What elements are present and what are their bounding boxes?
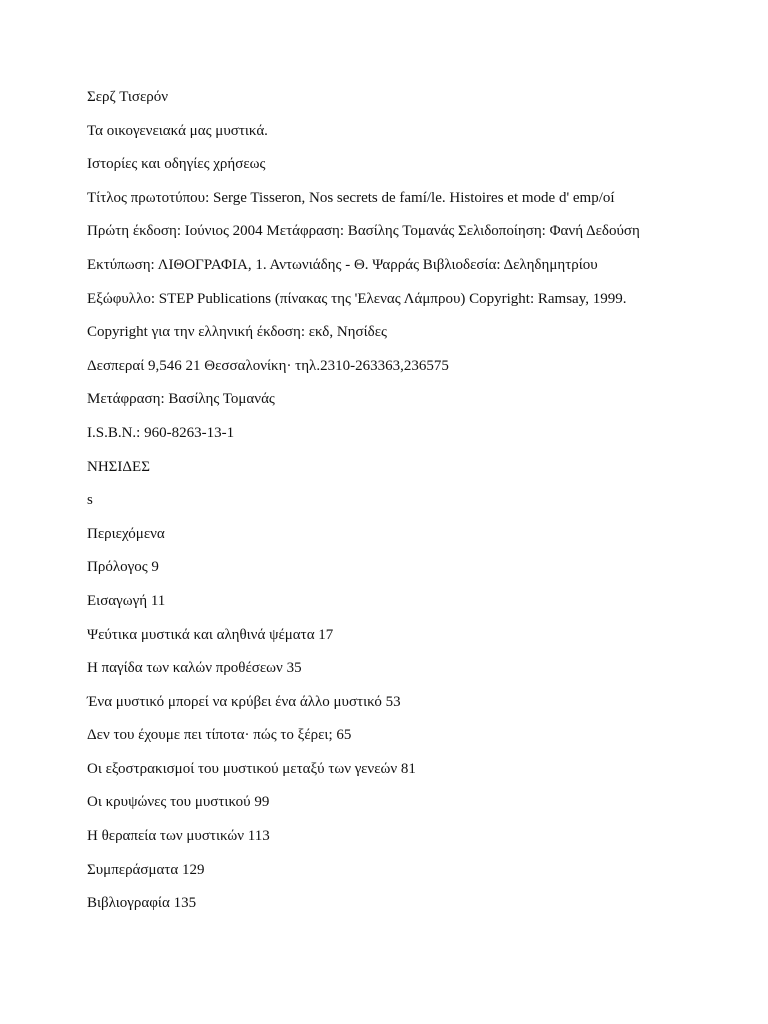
book-subtitle: Ιστορίες και οδηγίες χρήσεως: [87, 156, 266, 173]
stray-character: s: [87, 492, 93, 509]
document-page: [87, 87, 747, 927]
greek-copyright-line: Copyright για την ελληνική έκδοση: εκδ, Νησίδες: [87, 324, 387, 341]
edition-credits-line: Πρώτη έκδοση: Ιούνιος 2004 Μετάφραση: Βασίλης Τομανάς Σελιδοποίηση: Φανή Δεδούση: [87, 223, 640, 240]
contents-entry-introduction: Εισαγωγή 11: [87, 592, 166, 609]
contents-entry-chapter-7: Η θεραπεία των μυστικών 113: [87, 828, 270, 845]
contents-entry-chapter-3: Ένα μυστικό μπορεί να κρύβει ένα άλλο μυστικό 53: [87, 693, 401, 710]
contents-entry-prologue: Πρόλογος 9: [87, 559, 159, 576]
contents-entry-chapter-6: Οι κρυψώνες του μυστικού 99: [87, 794, 270, 811]
author-line: Σερζ Τισερόν: [87, 89, 169, 105]
publisher-address-line: Δεσπεραί 9,546 21 Θεσσαλονίκη· τηλ.2310-263363,236575: [87, 357, 449, 374]
translation-line: Μετάφραση: Βασίλης Τομανάς: [87, 391, 275, 408]
contents-entry-chapter-1: Ψεύτικα μυστικά και αληθινά ψέματα 17: [87, 626, 334, 643]
contents-entry-bibliography: Βιβλιογραφία 135: [87, 895, 197, 912]
original-title-line: Τίτλος πρωτοτύπου: Serge Tisseron, Nos secrets de famí/le. Histoires et mode d' emp/oí: [87, 189, 615, 206]
printing-credits-line: Εκτύπωση: ΛΙΘΟΓΡΑΦΙΑ, 1. Αντωνιάδης - Θ. Ψαρράς Βιβλιοδεσία: Δεληδημητρίου: [87, 256, 598, 273]
contents-entry-chapter-2: Η παγίδα των καλών προθέσεων 35: [87, 660, 302, 677]
contents-entry-conclusions: Συμπεράσματα 129: [87, 861, 205, 878]
contents-entry-chapter-4: Δεν του έχουμε πει τίποτα· πώς το ξέρει; 65: [87, 727, 352, 744]
isbn-line: I.S.B.N.: 960-8263-13-1: [87, 424, 235, 441]
contents-heading: Περιεχόμενα: [87, 525, 165, 542]
cover-credits-line: Εξώφυλλο: STEP Publications (πίνακας της 'Ελενας Λάμπρου) Copyright: Ramsay, 1999.: [87, 290, 627, 307]
publisher-name: ΝΗΣΙΔΕΣ: [87, 458, 150, 475]
book-title: Τα οικογενειακά μας μυστικά.: [87, 122, 268, 139]
contents-entry-chapter-5: Οι εξοστρακισμοί του μυστικού μεταξύ των γενεών 81: [87, 760, 416, 777]
